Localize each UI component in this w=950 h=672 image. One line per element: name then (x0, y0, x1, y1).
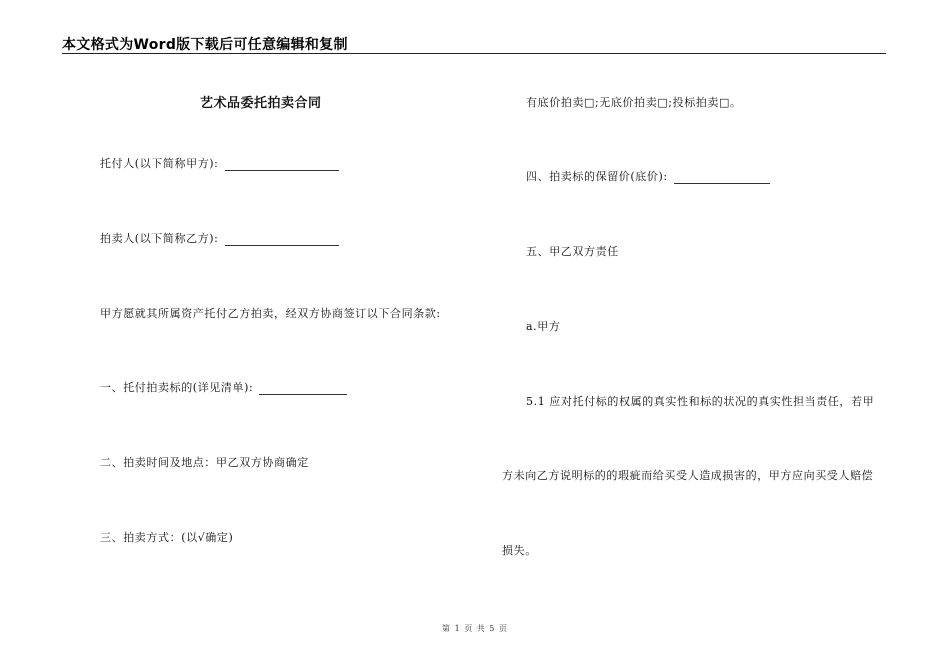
clause-5: 五、甲乙双方责任 (526, 245, 619, 258)
entrusting-party-label: 托付人(以下简称甲方): (100, 157, 219, 170)
clause-4-label: 四、拍卖标的保留价(底价): (526, 170, 668, 183)
auctioneer-line (100, 230, 339, 246)
intro-paragraph: 甲方愿就其所属资产托付乙方拍卖，经双方协商签订以下合同条款: (100, 307, 441, 320)
item-5-1-line-1: 5.1 应对托付标的权属的真实性和标的状况的真实性担当责任，若甲 (526, 395, 875, 408)
auctioneer-blank (225, 233, 339, 246)
clause-1-label: 一、托付拍卖标的(详见清单): (100, 381, 254, 394)
page-indicator: 第 1 页 共 5 页 (442, 624, 508, 633)
entrusting-party-blank (225, 158, 339, 171)
page-header: 本文格式为Word版下载后可任意编辑和复制 (62, 37, 348, 53)
clause-1-line (100, 379, 347, 395)
clause-3: 三、拍卖方式：(以√确定) (100, 531, 234, 544)
header-divider (62, 53, 886, 54)
clause-1-blank (259, 382, 347, 395)
clause-4-line (526, 168, 770, 184)
clause-2: 二、拍卖时间及地点：甲乙双方协商确定 (100, 456, 309, 469)
clause-4-blank (674, 171, 770, 184)
item-5-1-line-2: 方未向乙方说明标的的瑕疵而给买受人造成损害的，甲方应向买受人赔偿 (502, 469, 874, 482)
entrusting-party-line (100, 155, 339, 171)
auctioneer-label: 拍卖人(以下简称乙方): (100, 232, 219, 245)
document-title: 艺术品委托拍卖合同 (200, 96, 322, 111)
auction-types: 有底价拍卖□;无底价拍卖□;投标拍卖□。 (526, 96, 742, 109)
party-a-heading: a.甲方 (526, 320, 561, 333)
item-5-1-line-3: 损失。 (502, 544, 537, 557)
